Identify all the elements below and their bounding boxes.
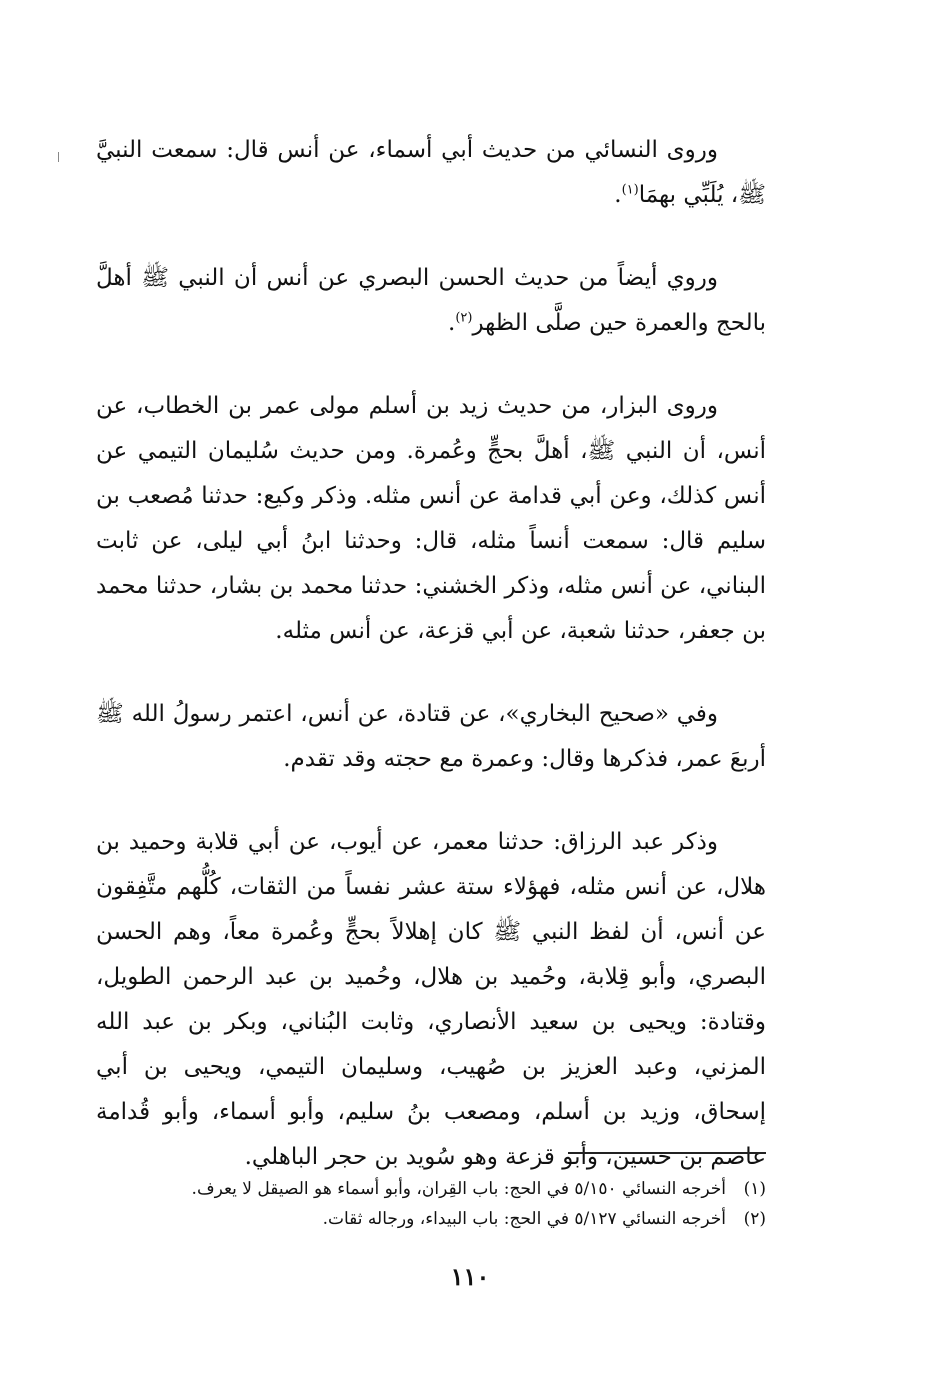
paragraph-1 [96,128,766,218]
footnote-1-text: أخرجه النسائي ٥/١٥٠ في الحج: باب القِران، وأبو أسماء هو الصيقل لا يعرف. [191,1179,726,1199]
paragraph-5-text: وذكر عبد الرزاق: حدثنا معمر، عن أيوب، عن أبي قلابة وحميد بن هلال، عن أنس مثله، فهؤلاء ستة عشر نفساً من الثقات، كُلُّهم متَّفِقون عن أنس، أن لفظ النبي ﷺ كان إهلالاً بحجٍّ وعُمرة معاً، وهم الحسن البصري، وأبو قِلابة، وحُميد بن هلال، وحُميد بن عبد الرحمن الطويل، وقتادة: ويحيى بن سعيد الأنصاري، وثابت البُناني، وبكر بن عبد الله المزني، وعبد العزيز بن صُهيب، وسليمان التيمي، ويحيى بن أبي إسحاق، وزيد بن أسلم، ومصعب بنُ سليم، وأبو أسماء، وأبو قُدامة عاصم بن حسين، وأبو قزعة وهو سُويد بن حجر الباهلي. [96,829,766,1170]
paragraph-4 [96,692,766,782]
paragraph-1-end: . [614,182,622,208]
footnote-1-number: (١) [743,1179,766,1199]
paragraph-3 [96,384,766,654]
footnote-ref-1: (١) [621,182,639,198]
paragraph-3-text: وروى البزار، من حديث زيد بن أسلم مولى عمر بن الخطاب، عن أنس، أن النبي ﷺ، أهلَّ بحجٍّ وعُمرة. ومن حديث سُليمان التيمي عن أنس كذلك، وعن أبي قدامة عن أنس مثله. وذكر وكيع: حدثنا مُصعب بن سليم قال: سمعت أنساً مثله، قال: وحدثنا ابنُ أبي ليلى، عن ثابت البناني، عن أنس مثله، وذكر الخشني: حدثنا محمد بن بشار، حدثنا محمد بن جعفر، حدثنا شعبة، عن أبي قزعة، عن أنس مثله. [95,393,766,644]
footnote-2-text: أخرجه النسائي ٥/١٢٧ في الحج: باب البيداء، ورجاله ثقات. [322,1209,726,1229]
paragraph-2-end: . [448,310,456,336]
footnote-2-number: (٢) [743,1209,766,1229]
footnote-ref-2: (٢) [455,310,473,326]
footnote-separator [568,1152,766,1154]
page-number: ١١٠ [450,1262,490,1291]
paragraph-2-text: وروي أيضاً من حديث الحسن البصري عن أنس أن النبي ﷺ أهلَّ بالحج والعمرة حين صلَّى الظهر [96,265,766,336]
footnote-2 [96,1204,766,1234]
main-text [96,128,766,1218]
paragraph-4-text: وفي «صحيح البخاري»، عن قتادة، عن أنس، اعتمر رسولُ الله ﷺ أربعَ عمر، فذكرها وقال: وعمرة مع حجته وقد تقدم. [96,701,766,772]
paragraph-1-text: وروى النسائي من حديث أبي أسماء، عن أنس قال: سمعت النبيَّ ﷺ، يُلَبِّي بهمَا [96,137,766,208]
footnotes [96,1174,766,1234]
paragraph-2 [96,256,766,346]
paragraph-5 [96,820,766,1180]
margin-mark [58,152,59,162]
footnote-1 [96,1174,766,1204]
